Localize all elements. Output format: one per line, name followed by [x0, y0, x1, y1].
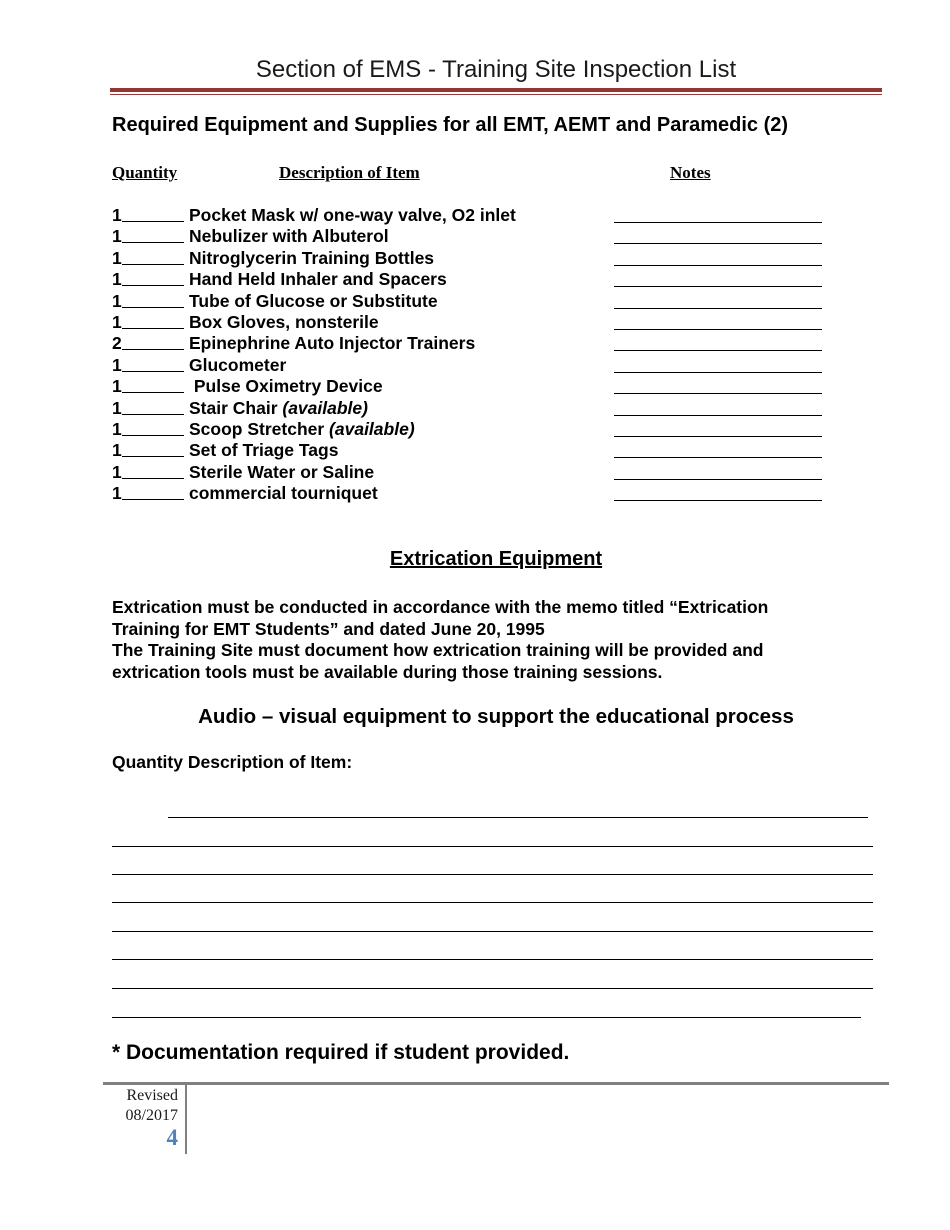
equipment-description-text: Tube of Glucose or Substitute [189, 290, 438, 311]
equipment-quantity: 1 [112, 440, 122, 461]
equipment-description [189, 333, 475, 354]
equipment-row [112, 312, 832, 333]
equipment-description [189, 269, 447, 290]
quantity-blank-line [122, 328, 184, 329]
writing-line [112, 1017, 861, 1018]
notes-blank-line [614, 415, 822, 416]
quantity-blank-line [122, 414, 184, 415]
equipment-quantity: 1 [112, 418, 122, 439]
equipment-description-text: Nitroglycerin Training Bottles [189, 247, 435, 268]
equipment-quantity: 1 [112, 269, 122, 290]
equipment-quantity: 1 [112, 311, 122, 332]
equipment-quantity: 1 [112, 483, 122, 504]
equipment-quantity: 1 [112, 226, 122, 247]
equipment-description-text: commercial tourniquet [189, 483, 378, 504]
equipment-description-text: Pocket Mask w/ one-way valve, O2 inlet [189, 205, 516, 225]
writing-line [112, 931, 873, 932]
equipment-quantity: 2 [112, 333, 122, 354]
equipment-quantity: 1 [112, 247, 122, 268]
extrication-title: Extrication Equipment [389, 548, 603, 570]
notes-blank-line [614, 329, 822, 330]
column-header-notes: Notes [670, 163, 711, 182]
quantity-blank-line [122, 264, 184, 265]
equipment-quantity: 1 [112, 397, 122, 418]
quantity-blank-line [122, 392, 184, 393]
equipment-quantity: 1 [112, 376, 122, 397]
equipment-row [112, 291, 832, 312]
equipment-description-text: Pulse Oximetry Device [189, 376, 383, 397]
equipment-description [189, 440, 338, 461]
equipment-description [189, 205, 516, 226]
equipment-quantity: 1 [112, 461, 122, 482]
equipment-description [189, 248, 434, 269]
writing-line [112, 846, 873, 847]
equipment-description-text: Scoop Stretcher [189, 418, 330, 439]
notes-blank-line [614, 265, 822, 266]
equipment-row [112, 419, 832, 440]
equipment-description [189, 291, 438, 312]
equipment-description-text: Glucometer [189, 354, 287, 375]
notes-blank-line [614, 350, 822, 351]
quantity-blank-line [122, 307, 184, 308]
equipment-description [189, 398, 368, 419]
notes-blank-line [614, 308, 822, 309]
footer-divider [103, 1082, 889, 1085]
equipment-row [112, 205, 832, 226]
writing-line [112, 902, 873, 903]
equipment-description-text: Box Gloves, nonsterile [189, 311, 379, 332]
writing-line [112, 959, 873, 960]
quantity-blank-line [122, 285, 184, 286]
equipment-availability-note: (available) [282, 397, 368, 418]
equipment-description [189, 419, 415, 440]
notes-blank-line [614, 436, 822, 437]
equipment-description-text: Hand Held Inhaler and Spacers [189, 269, 447, 290]
equipment-row [112, 440, 832, 461]
header-divider-thin [110, 94, 882, 95]
notes-blank-line [614, 500, 822, 501]
notes-blank-line [614, 457, 822, 458]
equipment-description [189, 226, 389, 247]
notes-blank-line [614, 393, 822, 394]
extrication-paragraph: The Training Site must document how extrication training will be provided and extrication tools must be available during those training sessions. [112, 640, 764, 682]
quantity-blank-line [122, 456, 184, 457]
equipment-row [112, 398, 832, 419]
quantity-blank-line [122, 499, 184, 500]
revised-date: 08/2017 [125, 1107, 178, 1124]
equipment-row [112, 376, 832, 397]
equipment-description-text: Sterile Water or Saline [189, 461, 375, 482]
equipment-row [112, 226, 832, 247]
footer-vertical-divider [185, 1085, 187, 1154]
equipment-availability-note: (available) [329, 418, 415, 439]
equipment-description [189, 483, 378, 504]
page-number: 4 [166, 1125, 178, 1150]
writing-line [112, 988, 873, 989]
equipment-row [112, 248, 832, 269]
footnote: * Documentation required if student provided. [112, 1041, 570, 1064]
extrication-paragraph: Extrication must be conducted in accordance with the memo titled “Extrication Training for EMT Students” and dated June 20, 1995 [112, 597, 769, 639]
writing-line [112, 874, 873, 875]
equipment-row [112, 462, 832, 483]
quantity-blank-line [122, 221, 184, 222]
equipment-description [189, 355, 286, 376]
equipment-description [189, 462, 374, 483]
quantity-blank-line [122, 349, 184, 350]
section-heading: Required Equipment and Supplies for all EMT, AEMT and Paramedic (2) [112, 114, 789, 136]
footer-revised [112, 1086, 178, 1126]
audio-visual-label: Quantity Description of Item: [112, 752, 353, 772]
notes-blank-line [614, 479, 822, 480]
equipment-row [112, 333, 832, 354]
page-header-title: Section of EMS - Training Site Inspection List [255, 56, 737, 83]
equipment-quantity: 1 [112, 354, 122, 375]
equipment-list [112, 205, 832, 504]
quantity-blank-line [122, 242, 184, 243]
column-header-description: Description of Item [279, 163, 420, 182]
quantity-blank-line [122, 478, 184, 479]
quantity-blank-line [122, 371, 184, 372]
equipment-description [189, 312, 379, 333]
writing-line [168, 817, 868, 818]
column-header-quantity: Quantity [112, 163, 178, 182]
equipment-description-text: Epinephrine Auto Injector Trainers [189, 333, 476, 354]
equipment-quantity: 1 [112, 205, 122, 225]
revised-label: Revised [126, 1087, 178, 1104]
equipment-row [112, 483, 832, 504]
quantity-blank-line [122, 435, 184, 436]
equipment-row [112, 269, 832, 290]
notes-blank-line [614, 222, 822, 223]
equipment-description-text: Stair Chair [189, 397, 283, 418]
audio-visual-title: Audio – visual equipment to support the educational process [198, 705, 794, 728]
equipment-description [189, 376, 383, 397]
equipment-quantity: 1 [112, 290, 122, 311]
extrication-text [112, 597, 832, 683]
notes-blank-line [614, 372, 822, 373]
notes-blank-line [614, 286, 822, 287]
equipment-row [112, 355, 832, 376]
equipment-description-text: Nebulizer with Albuterol [189, 226, 389, 247]
notes-blank-line [614, 243, 822, 244]
header-divider [110, 88, 882, 92]
equipment-description-text: Set of Triage Tags [189, 440, 339, 461]
